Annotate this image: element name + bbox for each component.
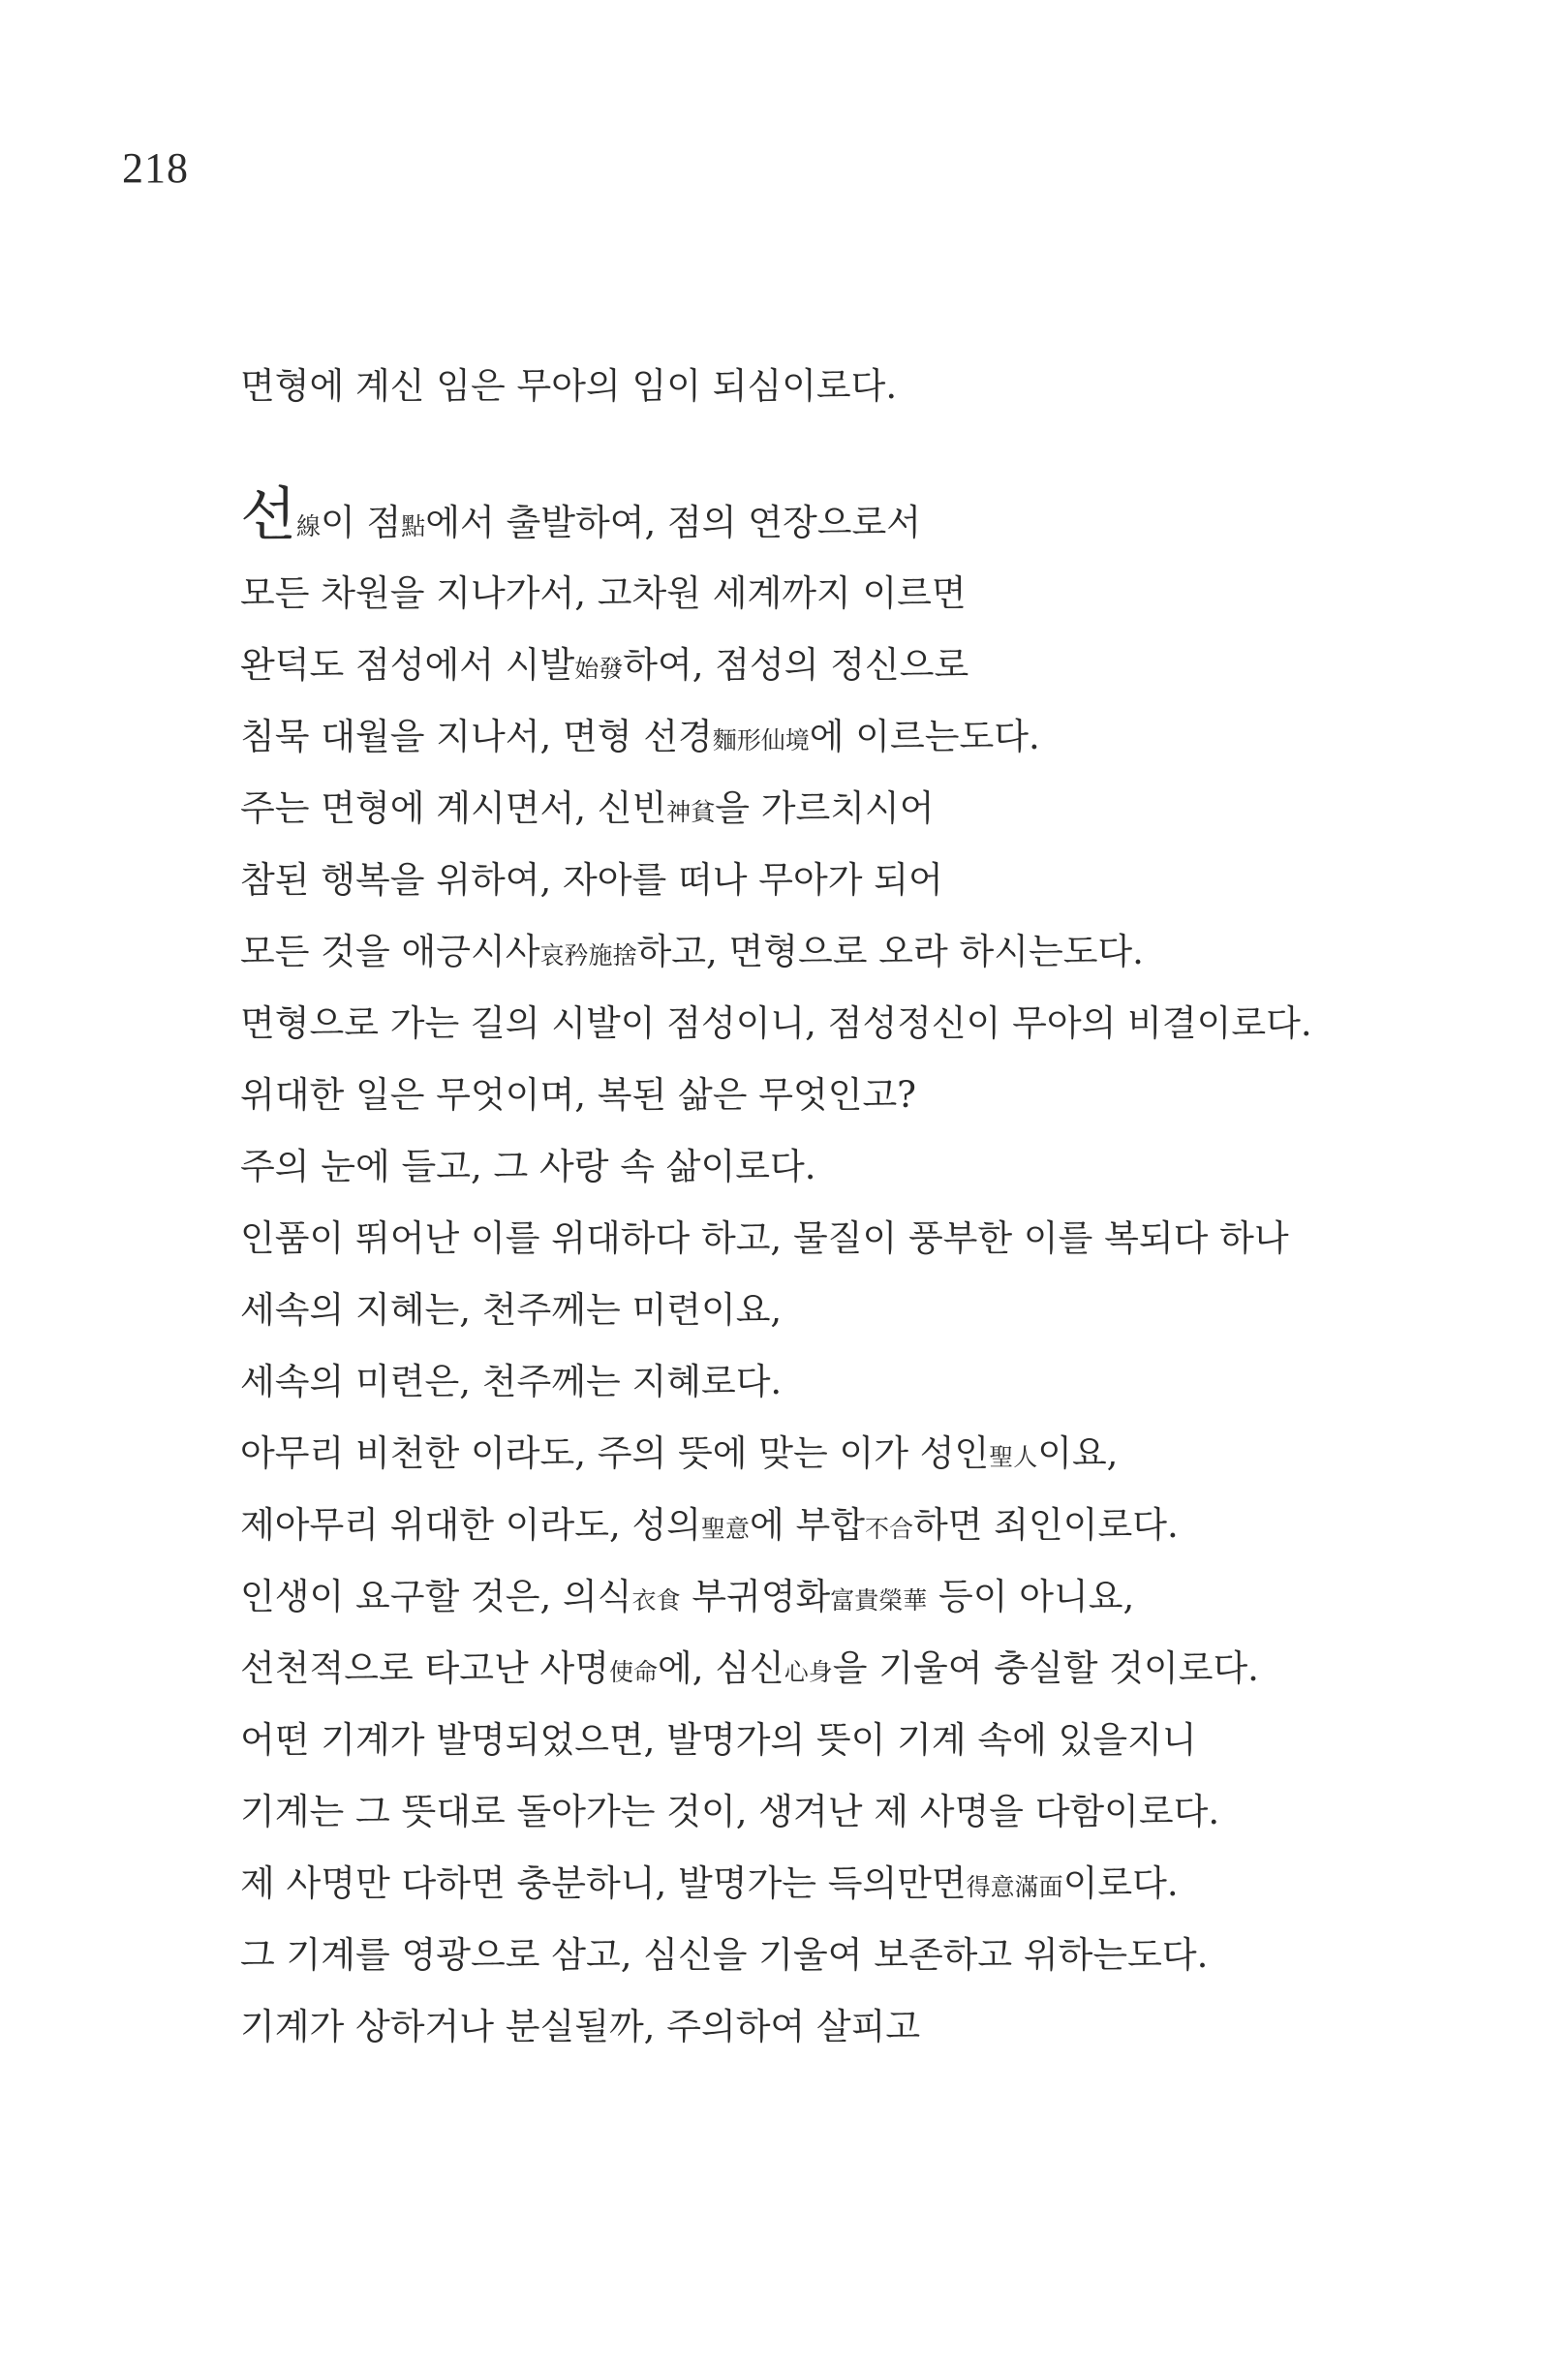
hanja-gloss: 不合 xyxy=(864,1515,913,1543)
hanja-gloss: 點 xyxy=(401,512,426,540)
verse-line xyxy=(240,1705,1312,1776)
verse-text: 위대한 일은 무엇이며, 복된 삶은 무엇인고? xyxy=(240,1074,917,1116)
verse-text: 하고, 면형으로 오라 하시는도다. xyxy=(636,931,1144,972)
verse-text: 하여, 점성의 정신으로 xyxy=(623,644,969,686)
verse-text: 제아무리 위대한 이라도, 성의 xyxy=(240,1504,701,1546)
verse-line xyxy=(240,1346,1312,1418)
verse-text: 이로다. xyxy=(1062,1862,1179,1904)
verse-text: 침묵 대월을 지나서, 면형 선경 xyxy=(240,716,713,757)
verse-text: 기계가 상하거나 분실될까, 주의하여 살피고 xyxy=(240,2006,921,2047)
page-number: 218 xyxy=(122,144,189,192)
verse-line xyxy=(240,1060,1312,1131)
verse-line xyxy=(240,1776,1312,1848)
verse-line xyxy=(240,773,1312,845)
verse-text: 세속의 미련은, 천주께는 지혜로다. xyxy=(240,1361,783,1402)
verse-line xyxy=(240,1561,1312,1633)
verse-line xyxy=(240,1131,1312,1203)
verse-text: 세속의 지혜는, 천주께는 미련이요, xyxy=(240,1289,783,1331)
hanja-gloss: 使命 xyxy=(608,1658,658,1686)
verse-text: 참된 행복을 위하여, 자아를 떠나 무아가 되어 xyxy=(240,859,943,901)
verse-line xyxy=(240,1848,1312,1920)
verse-line xyxy=(240,481,1312,558)
drop-cap: 선 xyxy=(240,481,296,549)
verse-text: 이 점 xyxy=(320,502,402,543)
verse-text: 주의 눈에 들고, 그 사랑 속 삶이로다. xyxy=(240,1146,816,1187)
verse-text: 에 이르는도다. xyxy=(809,716,1040,757)
verse-line xyxy=(240,1275,1312,1346)
verse-text: 에, 심신 xyxy=(657,1647,784,1689)
verse-line xyxy=(240,1203,1312,1275)
hanja-gloss: 衣食 xyxy=(631,1586,681,1615)
verse-text: 모든 것을 애긍시사 xyxy=(240,931,540,972)
hanja-gloss: 線 xyxy=(295,512,321,540)
verse-text: 등이 아니요, xyxy=(927,1576,1135,1617)
verse-text: 이요, xyxy=(1037,1432,1119,1474)
verse-text: 그 기계를 영광으로 삼고, 심신을 기울여 보존하고 위하는도다. xyxy=(240,1934,1209,1976)
intro-line: 면형에 계신 임은 무아의 임이 되심이로다. xyxy=(240,365,898,407)
verse-line xyxy=(240,1920,1312,1991)
verse-line xyxy=(240,1633,1312,1705)
hanja-gloss: 哀矜施捨 xyxy=(539,941,637,969)
hanja-gloss: 神貧 xyxy=(666,798,716,826)
verse-line xyxy=(240,1418,1312,1490)
verse-line xyxy=(240,845,1312,916)
verse-body xyxy=(240,481,1312,2063)
verse-text: 아무리 비천한 이라도, 주의 뜻에 맞는 이가 성인 xyxy=(240,1432,990,1474)
hanja-gloss: 聖意 xyxy=(700,1515,750,1543)
hanja-gloss: 心身 xyxy=(784,1658,833,1686)
verse-text: 어떤 기계가 발명되었으면, 발명가의 뜻이 기계 속에 있을지니 xyxy=(240,1719,1197,1761)
verse-text: 에 부합 xyxy=(749,1504,865,1546)
verse-line xyxy=(240,1490,1312,1561)
verse-text: 부귀영화 xyxy=(680,1576,831,1617)
hanja-gloss: 麵形仙境 xyxy=(712,726,810,754)
verse-text: 완덕도 점성에서 시발 xyxy=(240,644,575,686)
verse-text: 모든 차원을 지나가서, 고차원 세계까지 이르면 xyxy=(240,572,967,614)
verse-line xyxy=(240,630,1312,701)
hanja-gloss: 富貴榮華 xyxy=(830,1586,928,1615)
verse-text: 주는 면형에 계시면서, 신빈 xyxy=(240,787,667,829)
verse-text: 을 가르치시어 xyxy=(715,787,935,829)
verse-text: 기계는 그 뜻대로 돌아가는 것이, 생겨난 제 사명을 다함이로다. xyxy=(240,1791,1220,1832)
verse-line xyxy=(240,988,1312,1060)
hanja-gloss: 得意滿面 xyxy=(966,1873,1063,1901)
verse-text: 을 기울여 충실할 것이로다. xyxy=(832,1647,1259,1689)
verse-text: 선천적으로 타고난 사명 xyxy=(240,1647,609,1689)
verse-line xyxy=(240,1991,1312,2063)
verse-text: 제 사명만 다하면 충분하니, 발명가는 득의만면 xyxy=(240,1862,967,1904)
verse-line xyxy=(240,916,1312,988)
hanja-gloss: 聖人 xyxy=(989,1443,1038,1471)
hanja-gloss: 始發 xyxy=(574,655,624,683)
verse-text: 하면 죄인이로다. xyxy=(912,1504,1179,1546)
verse-text: 에서 출발하여, 점의 연장으로서 xyxy=(425,502,921,543)
verse-text: 인생이 요구할 것은, 의식 xyxy=(240,1576,632,1617)
verse-line xyxy=(240,701,1312,773)
verse-text: 면형으로 가는 길의 시발이 점성이니, 점성정신이 무아의 비결이로다. xyxy=(240,1002,1312,1044)
verse-text: 인품이 뛰어난 이를 위대하다 하고, 물질이 풍부한 이를 복되다 하나 xyxy=(240,1217,1289,1259)
verse-line xyxy=(240,558,1312,630)
